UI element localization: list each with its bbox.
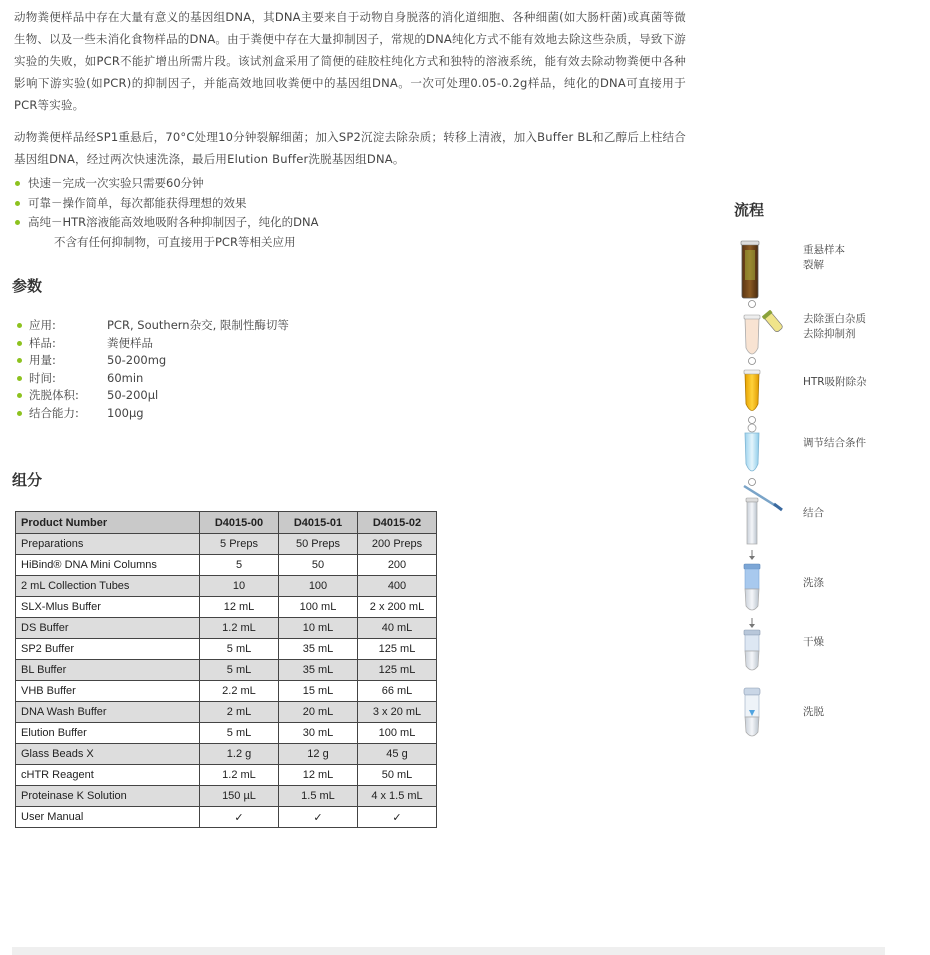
param-item [17, 370, 289, 388]
param-item [17, 387, 289, 405]
component-name-cell: DS Buffer [16, 618, 200, 639]
component-name-cell: HiBind® DNA Mini Columns [16, 555, 200, 576]
component-name-cell: DNA Wash Buffer [16, 702, 200, 723]
param-key: 洗脱体积: [29, 388, 79, 402]
component-value-cell: 2 mL [200, 702, 279, 723]
component-value-cell: 1.5 mL [279, 786, 358, 807]
params-title: 参数 [12, 277, 43, 295]
component-value-cell: 15 mL [279, 681, 358, 702]
flow-step-label: 洗脱 [803, 706, 824, 718]
table-row [16, 639, 437, 660]
flow-step-line: 重悬样本 [803, 244, 845, 256]
component-value-cell: 50 mL [358, 765, 437, 786]
component-value-cell: 12 mL [279, 765, 358, 786]
param-key: 时间: [29, 370, 56, 385]
param-key: 用量: [29, 353, 56, 367]
component-name-cell: 2 mL Collection Tubes [16, 576, 200, 597]
component-name-cell: SLX-Mlus Buffer [16, 597, 200, 618]
component-value-cell: 5 mL [200, 660, 279, 681]
component-value-cell: ✓ [279, 807, 358, 828]
table-row [16, 597, 437, 618]
flow-step-line: 裂解 [803, 259, 824, 271]
intro-paragraph-2: 动物粪便样品经SP1重悬后，70°C处理10分钟裂解细菌；加入SP2沉淀去除杂质；转移上清液，加入Buffer BL和乙醇后上柱结合基因组DNA，经过两次快速洗涤，最后用Elution Buffer洗脱基因组DNA。 [14, 130, 686, 166]
table-row [16, 702, 437, 723]
binding-column-icon [744, 486, 782, 560]
component-value-cell: 35 mL [279, 660, 358, 681]
component-name-cell: Elution Buffer [16, 723, 200, 744]
feature-item-continuation: 不含有任何抑制物，可直接用于PCR等相关应用 [54, 234, 296, 249]
component-value-cell: 12 mL [200, 597, 279, 618]
table-row [16, 660, 437, 681]
component-value-cell: 400 [358, 576, 437, 597]
component-value-cell: 200 Preps [358, 534, 437, 555]
component-name-cell: cHTR Reagent [16, 765, 200, 786]
component-value-cell: 125 mL [358, 660, 437, 681]
component-name-cell: BL Buffer [16, 660, 200, 681]
component-value-cell: 30 mL [279, 723, 358, 744]
component-value-cell: 12 g [279, 744, 358, 765]
param-value: 粪便样品 [107, 335, 153, 350]
table-row [16, 534, 437, 555]
feature-list [14, 174, 319, 252]
binding-condition-tube-icon [745, 424, 759, 486]
table-header-cell: D4015-02 [358, 512, 437, 534]
flow-step-label: 结合 [803, 507, 824, 519]
component-value-cell: ✓ [358, 807, 437, 828]
component-value-cell: 5 [200, 555, 279, 576]
flow-step-line: 去除蛋白杂质 [803, 313, 866, 325]
component-value-cell: 66 mL [358, 681, 437, 702]
component-value-cell: 10 mL [279, 618, 358, 639]
param-item [17, 352, 289, 370]
dry-column-icon [744, 630, 760, 670]
table-header-cell: D4015-01 [279, 512, 358, 534]
component-value-cell: 125 mL [358, 639, 437, 660]
component-value-cell: 2 x 200 mL [358, 597, 437, 618]
component-name-cell: Proteinase K Solution [16, 786, 200, 807]
table-row [16, 555, 437, 576]
component-value-cell: 40 mL [358, 618, 437, 639]
component-value-cell: 200 [358, 555, 437, 576]
table-row [16, 723, 437, 744]
component-name-cell: User Manual [16, 807, 200, 828]
component-value-cell: 4 x 1.5 mL [358, 786, 437, 807]
flow-step-line: 去除抑制剂 [803, 328, 856, 340]
param-value: 60min [107, 370, 144, 385]
table-header-cell: Product Number [16, 512, 200, 534]
param-value: 50-200µl [107, 388, 159, 402]
component-name-cell: Preparations [16, 534, 200, 555]
table-header-row [16, 512, 437, 534]
component-value-cell: 5 Preps [200, 534, 279, 555]
component-value-cell: 100 mL [358, 723, 437, 744]
flow-step-label: 洗涤 [803, 577, 824, 589]
param-key: 应用: [29, 318, 56, 332]
table-row [16, 786, 437, 807]
component-value-cell: 100 mL [279, 597, 358, 618]
component-value-cell: 150 µL [200, 786, 279, 807]
component-value-cell: 100 [279, 576, 358, 597]
param-value: 50-200mg [107, 353, 167, 367]
elution-tube-icon [744, 688, 760, 736]
feature-item: 高纯－HTR溶液能高效地吸附各种抑制因子，纯化的DNA [14, 213, 319, 233]
intro-paragraph-1: 动物粪便样品中存在大量有意义的基因组DNA，其DNA主要来自于动物自身脱落的消化道细胞、各种细菌(如大肠杆菌)或真菌等微生物、以及一些未消化食物样品的DNA。由于粪便中存在大量抑制因子，常规的DNA纯化方式不能有效地去除这些杂质，导致下游实验的失败，如PCR不能扩增出所需片段。该试剂盒采用了简便的硅胶柱纯化方式和独特的溶液系统，能有效去除动物粪便中各种影响下游实验(如PCR)的抑制因子，并能高效地回收粪便中的基因组DNA。一次可处理0.05-0.2g样品，纯化的DNA可直接用于PCR等实验。 [14, 10, 686, 112]
component-value-cell: 1.2 mL [200, 618, 279, 639]
component-value-cell: 50 [279, 555, 358, 576]
component-value-cell: 50 Preps [279, 534, 358, 555]
components-table [15, 511, 437, 828]
protocol-flow-diagram [730, 236, 790, 756]
component-value-cell: 45 g [358, 744, 437, 765]
wash-column-icon [744, 564, 760, 628]
param-key: 样品: [29, 335, 56, 350]
table-row [16, 618, 437, 639]
component-value-cell: 5 mL [200, 639, 279, 660]
component-name-cell: VHB Buffer [16, 681, 200, 702]
flow-step-label: 调节结合条件 [803, 437, 866, 449]
footer-divider [12, 947, 885, 955]
component-value-cell: 1.2 g [200, 744, 279, 765]
component-value-cell: 2.2 mL [200, 681, 279, 702]
params-list [17, 317, 289, 422]
param-item [17, 317, 289, 335]
component-value-cell: 5 mL [200, 723, 279, 744]
flow-step-label: HTR吸附除杂 [803, 376, 867, 388]
flow-title: 流程 [734, 201, 765, 219]
feature-item: 快速－完成一次实验只需要60分钟 [14, 174, 319, 194]
component-value-cell: 3 x 20 mL [358, 702, 437, 723]
param-value: PCR, Southern杂交, 限制性酶切等 [107, 318, 289, 332]
flow-step-label: 干燥 [803, 636, 824, 648]
flow-step-label [803, 312, 866, 342]
table-row [16, 765, 437, 786]
param-item [17, 335, 289, 353]
component-value-cell: 1.2 mL [200, 765, 279, 786]
component-value-cell: ✓ [200, 807, 279, 828]
component-value-cell: 10 [200, 576, 279, 597]
component-value-cell: 35 mL [279, 639, 358, 660]
table-row [16, 576, 437, 597]
components-title: 组分 [12, 471, 43, 489]
htr-tube-icon [744, 370, 760, 424]
param-value: 100µg [107, 405, 144, 420]
lysis-tube-icon [741, 241, 759, 308]
table-row [16, 744, 437, 765]
table-header-cell: D4015-00 [200, 512, 279, 534]
table-row [16, 681, 437, 702]
component-name-cell: Glass Beads X [16, 744, 200, 765]
feature-item: 可靠－操作简单，每次都能获得理想的效果 [14, 194, 319, 214]
param-item [17, 405, 289, 423]
flow-step-label [803, 243, 845, 273]
protein-removal-tube-icon [744, 310, 784, 365]
component-name-cell: SP2 Buffer [16, 639, 200, 660]
param-key: 结合能力: [29, 405, 79, 420]
component-value-cell: 20 mL [279, 702, 358, 723]
table-row [16, 807, 437, 828]
